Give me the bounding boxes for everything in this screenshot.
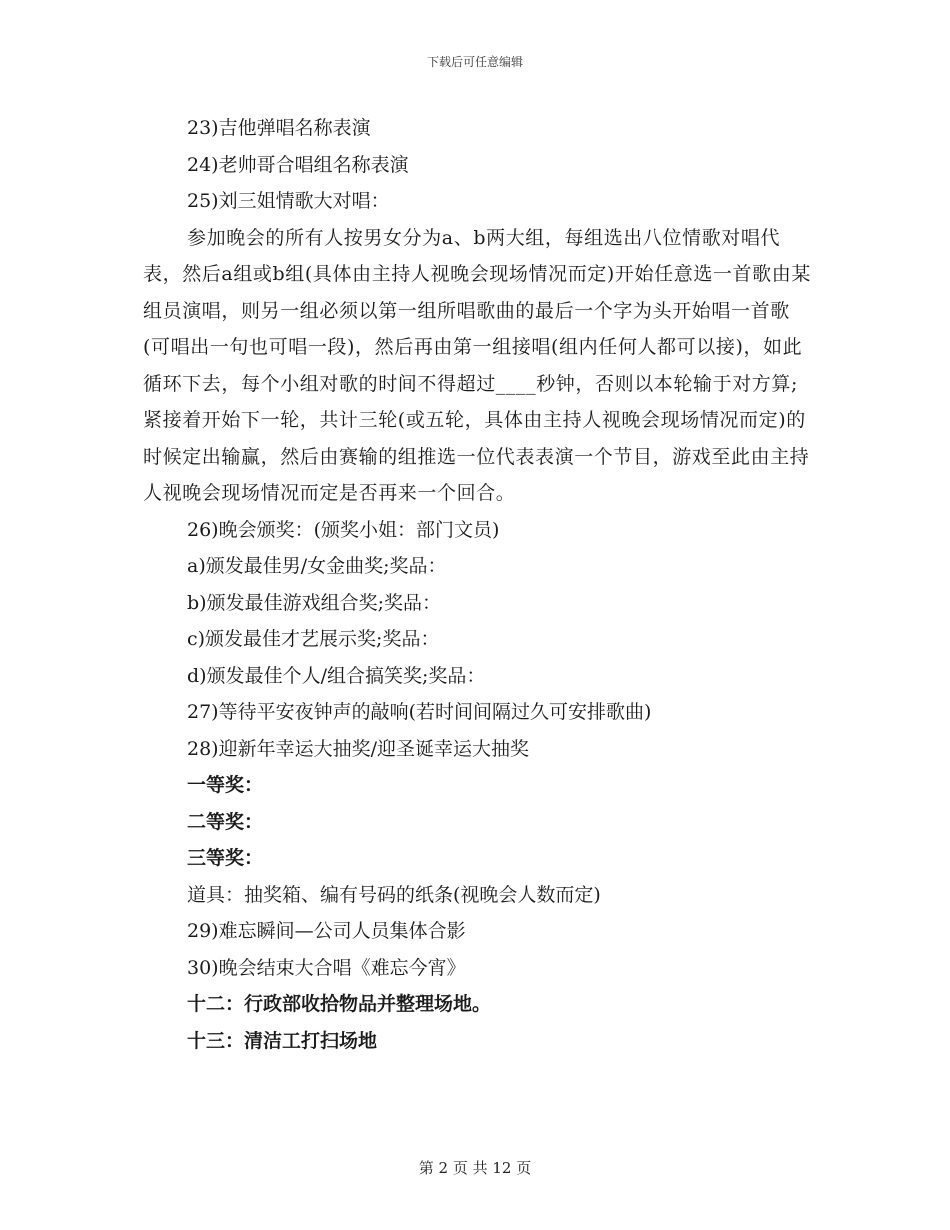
props-line: 道具：抽奖箱、编有号码的纸条(视晚会人数而定) (187, 883, 601, 906)
list-item-29: 29)难忘瞬间—公司人员集体合影 (187, 920, 466, 942)
list-item-24: 24)老帅哥合唱组名称表演 (187, 153, 409, 176)
page-footer: 第 2 页 共 12 页 (418, 1159, 532, 1177)
second-prize-label: 二等奖： (187, 810, 264, 833)
list-item-26: 26)晚会颁奖：(颁奖小姐：部门文员) (187, 518, 500, 541)
section-13-heading: 十三：清洁工打扫场地 (187, 1029, 378, 1052)
award-item-d: d)颁发最佳个人/组合搞笑奖;奖品： (187, 664, 486, 687)
section-12-heading: 十二：行政部收拾物品并整理场地。 (187, 993, 492, 1015)
third-prize-label: 三等奖： (187, 847, 264, 869)
award-item-c: c)颁发最佳才艺展示奖;奖品： (187, 628, 440, 650)
page-header: 下载后可任意编辑 (426, 55, 523, 69)
award-item-b: b)颁发最佳游戏组合奖;奖品： (187, 591, 441, 614)
list-item-27: 27)等待平安夜钟声的敲响(若时间间隔过久可安排歌曲) (187, 701, 652, 723)
document-body (143, 110, 813, 1059)
first-prize-label: 一等奖： (187, 774, 264, 796)
list-item-28: 28)迎新年幸运大抽奖/迎圣诞幸运大抽奖 (187, 737, 529, 760)
award-item-a: a)颁发最佳男/女金曲奖;奖品： (187, 555, 447, 577)
list-item-23: 23)吉他弹唱名称表演 (187, 117, 371, 139)
list-item-25: 25)刘三姐情歌大对唱： (187, 190, 390, 212)
game-rules-paragraph: 参加晚会的所有人按男女分为a、b两大组，每组选出八位情歌对唱代表，然后a组或b组(具体由主持人视晚会现场情况而定)开始任意选一首歌由某组员演唱，则另一组必须以第一组所唱歌曲的最后一个字为头开始唱一首歌(可唱出一句也可唱一段)，然后再由第一组接唱(组内任何人都可以接)，如此循环下去，每个小组对歌的时间不得超过____秒钟，否则以本轮输于对方算;紧接着开始下一轮，共计三轮(或五轮，具体由主持人视晚会现场情况而定)的时候定出输赢，然后由赛输的组推选一位代表表演一个节目，游戏至此由主持人视晚会现场情况而定是否再来一个回合。 (143, 226, 811, 504)
list-item-30: 30)晚会结束大合唱《难忘今宵》 (187, 956, 466, 979)
